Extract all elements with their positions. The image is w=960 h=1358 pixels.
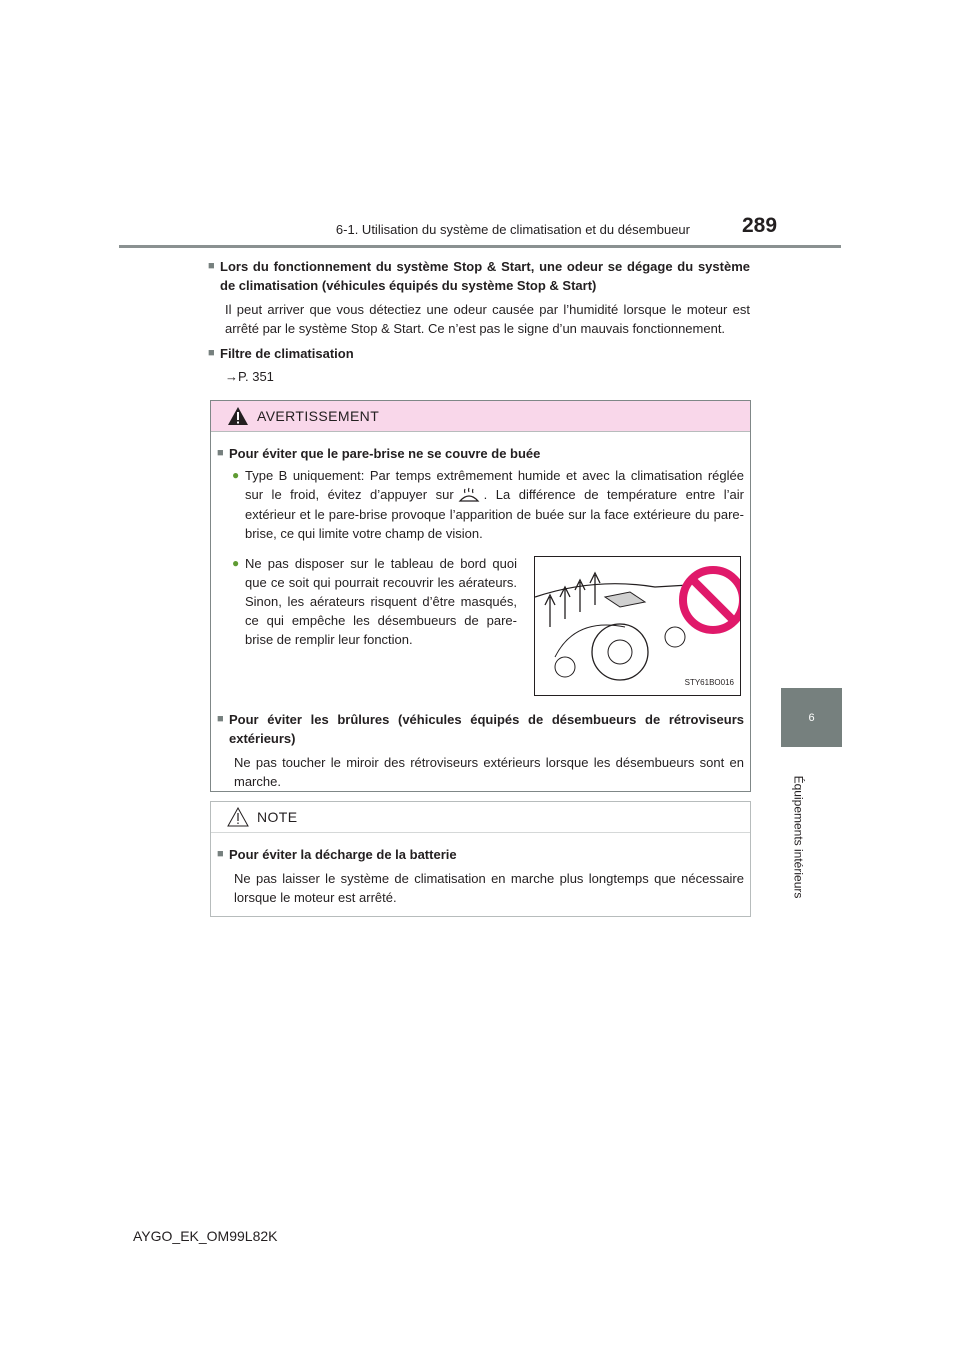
page-reference-link[interactable]: →P. 351: [225, 369, 274, 384]
chapter-label: [783, 757, 813, 917]
warning-heading-text: Pour éviter que le pare-brise ne se couvre de buée: [229, 446, 541, 461]
windshield-defogger-icon: [458, 487, 480, 505]
item-body: Il peut arriver que vous détectiez une odeur causée par l’humidité lorsque le moteur est arrêté par le système Stop & Start. Ce n’est pas le signe d’un mauvais fonctionnement.: [225, 302, 750, 336]
note-title: NOTE: [257, 809, 298, 825]
figure-code: STY61BO016: [684, 677, 734, 687]
square-bullet-icon: ■: [217, 848, 224, 860]
round-bullet-icon: ●: [232, 555, 240, 570]
chapter-tab[interactable]: [781, 688, 842, 747]
chapter-label-text: Équipements intérieurs: [791, 775, 806, 899]
document-code: AYGO_EK_OM99L82K: [133, 1228, 278, 1244]
note-heading: [217, 845, 744, 864]
warning-triangle-icon: [227, 406, 249, 426]
item-heading-text: Filtre de climatisation: [220, 346, 354, 361]
square-bullet-icon: ■: [208, 260, 215, 272]
warning-heading: [217, 710, 744, 748]
note-box: [210, 801, 751, 917]
round-bullet-icon: ●: [232, 468, 240, 482]
list-item: [232, 554, 517, 696]
bullet-with-figure: [217, 551, 744, 696]
bullet-text: Ne pas disposer sur le tableau de bord quoi que ce soit qui pourrait recouvrir les aérateurs. Sinon, les aérateurs risquent d’être masqués, ce qui empêche les désembueurs de pare-brise de remplir leur fonction.: [245, 555, 517, 647]
dashboard-illustration: [534, 556, 741, 696]
warning-heading-text: Pour éviter les brûlures (véhicules équipés de désembueurs de rétroviseurs extérieurs): [229, 711, 744, 746]
note-header: [211, 802, 750, 833]
list-item: [232, 466, 744, 543]
bullet-text-part: Type B uniquement: Par temps extrêmement humide et avec la climatisation réglée sur le froid, évitez d’appuyer sur: [245, 468, 744, 502]
warning-box: [210, 400, 751, 792]
warning-header: [211, 401, 750, 432]
square-bullet-icon: ■: [208, 347, 215, 359]
header-rule: [119, 245, 841, 248]
item-heading: [208, 344, 750, 363]
note-body: Ne pas laisser le système de climatisation en marche plus longtemps que nécessaire lorsque le moteur est arrêté.: [234, 871, 744, 905]
square-bullet-icon: ■: [217, 712, 224, 725]
warning-heading: [217, 444, 744, 463]
item-heading-text: Lors du fonctionnement du système Stop & Start, une odeur se dégage du système de climatisation (véhicules équipés du système Stop & Start): [220, 259, 750, 293]
bullet-text-part: . La différence de température entre l’air extérieur et le pare-brise provoque l’apparition de buée sur la face extérieure du pare-brise, ce qui limite votre champ de vision.: [245, 487, 744, 541]
caution-triangle-icon: [227, 807, 249, 827]
section-title: 6-1. Utilisation du système de climatisation et du désembueur: [335, 222, 690, 237]
warning-body: Ne pas toucher le miroir des rétroviseurs extérieurs lorsque les désembueurs sont en marche.: [234, 754, 744, 789]
item-heading: [208, 257, 750, 295]
square-bullet-icon: ■: [217, 447, 224, 459]
note-heading-text: Pour éviter la décharge de la batterie: [229, 847, 457, 862]
chapter-number: 6: [808, 711, 815, 724]
main-content: [208, 255, 750, 386]
bullet-text: [245, 466, 744, 543]
warning-title: AVERTISSEMENT: [257, 408, 380, 424]
page-number: 289: [742, 214, 778, 237]
